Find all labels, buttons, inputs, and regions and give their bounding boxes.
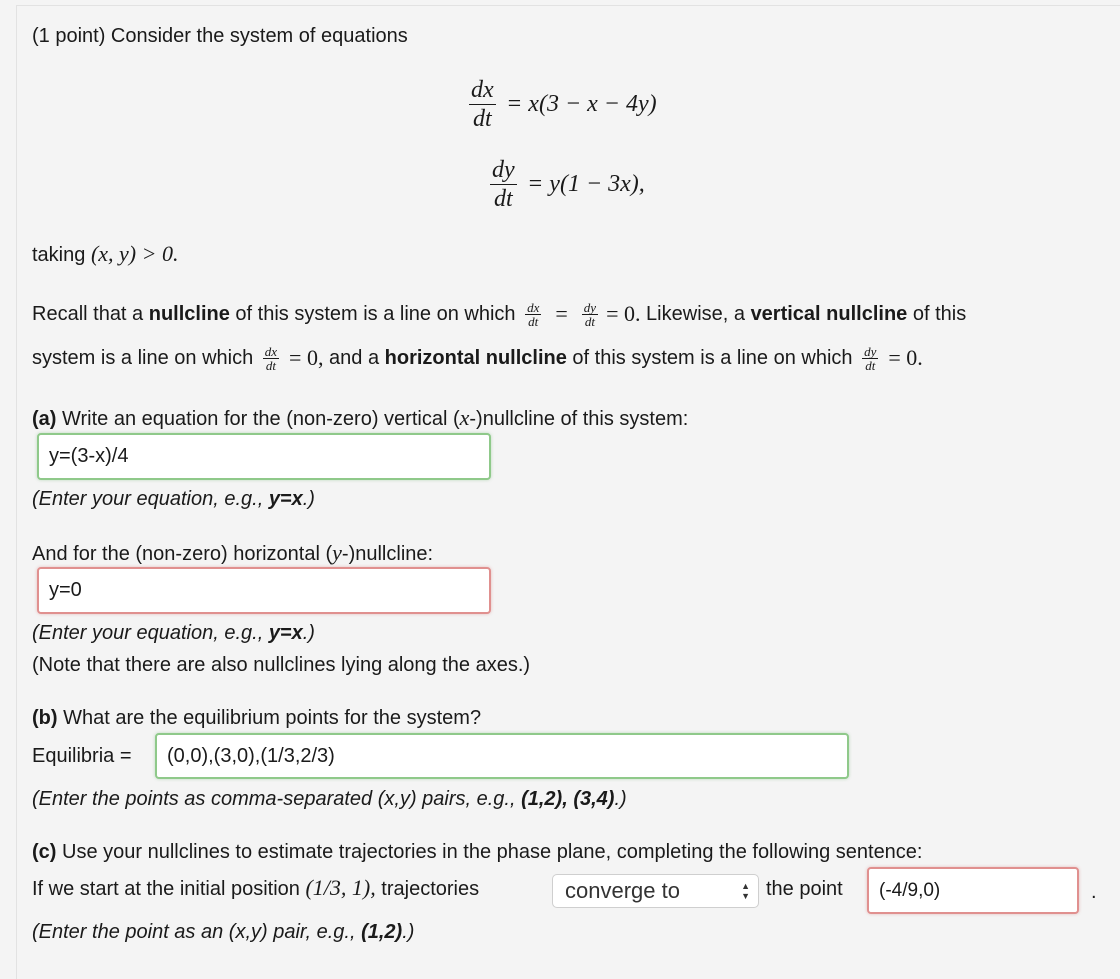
problem-panel: [16, 5, 1120, 979]
equation-1-rhs: = x(3 − x − 4y): [506, 91, 657, 117]
part-c-question: (c) Use your nullclines to estimate trajectories in the phase plane, completing the following sentence:: [32, 841, 923, 863]
domain-condition: taking (x, y) > 0.: [32, 241, 179, 266]
dydt-fraction: $\frac{dy}{dt}$: [492, 157, 515, 212]
problem-intro: (1 point) Consider the system of equations: [32, 25, 408, 47]
horizontal-nullcline-input[interactable]: y=0: [37, 567, 491, 614]
part-c-sentence-start: If we start at the initial position (1/3, 1), trajectories: [32, 875, 480, 900]
the-point-label: the point: [766, 878, 843, 900]
recall-line-1: Recall that a nullcline of this system is a line on which $\frac{dx}{dt}$ = $\frac{dy}{dt}$ = 0. Likewise, a vertical nullcline of this: [32, 299, 967, 329]
horizontal-nullcline-question: And for the (non-zero) horizontal (y-)nullcline:: [32, 540, 434, 565]
dydt-inline-fraction-2: $\frac{dy}{dt}$: [864, 343, 877, 373]
part-b-question: (b) What are the equilibrium points for the system?: [32, 707, 482, 729]
dxdt-inline-fraction-2: $\frac{dx}{dt}$: [264, 343, 278, 373]
recall-line-2: system is a line on which $\frac{dx}{dt}$ = 0, and a horizontal nullcline of this system is a line on which $\frac{dy}{dt}$ = 0.: [32, 343, 923, 373]
part-a-hint: (Enter your equation, e.g., y=x.): [32, 488, 315, 510]
dxdt-fraction: $\frac{dx}{dt}$: [471, 77, 494, 132]
part-c-hint: (Enter the point as an (x,y) pair, e.g., (1,2).): [32, 921, 415, 943]
select-arrows-icon: ▲ ▼: [741, 881, 750, 901]
horizontal-hint: (Enter your equation, e.g., y=x.): [32, 622, 315, 644]
equilibria-label: Equilibria =: [32, 745, 132, 767]
equation-2-rhs: = y(1 − 3x),: [527, 171, 645, 197]
limit-point-input[interactable]: (-4/9,0): [867, 867, 1079, 914]
vertical-nullcline-input[interactable]: y=(3-x)/4: [37, 433, 491, 480]
select-value: converge to: [565, 878, 680, 903]
axes-note: (Note that there are also nullclines lying along the axes.): [32, 654, 531, 676]
sentence-period: .: [1091, 881, 1097, 903]
dydt-inline-fraction: $\frac{dy}{dt}$: [583, 299, 597, 329]
part-a-question: (a) Write an equation for the (non-zero) vertical (x-)nullcline of this system:: [32, 405, 689, 430]
equation-1: [469, 76, 657, 133]
dxdt-inline-fraction: $\frac{dx}{dt}$: [527, 299, 540, 329]
part-b-hint: (Enter the points as comma-separated (x,y) pairs, e.g., (1,2), (3,4).): [32, 788, 627, 810]
equation-2: [490, 156, 645, 213]
equilibria-input[interactable]: (0,0),(3,0),(1/3,2/3): [155, 733, 849, 779]
trajectory-behavior-select[interactable]: [552, 874, 759, 908]
